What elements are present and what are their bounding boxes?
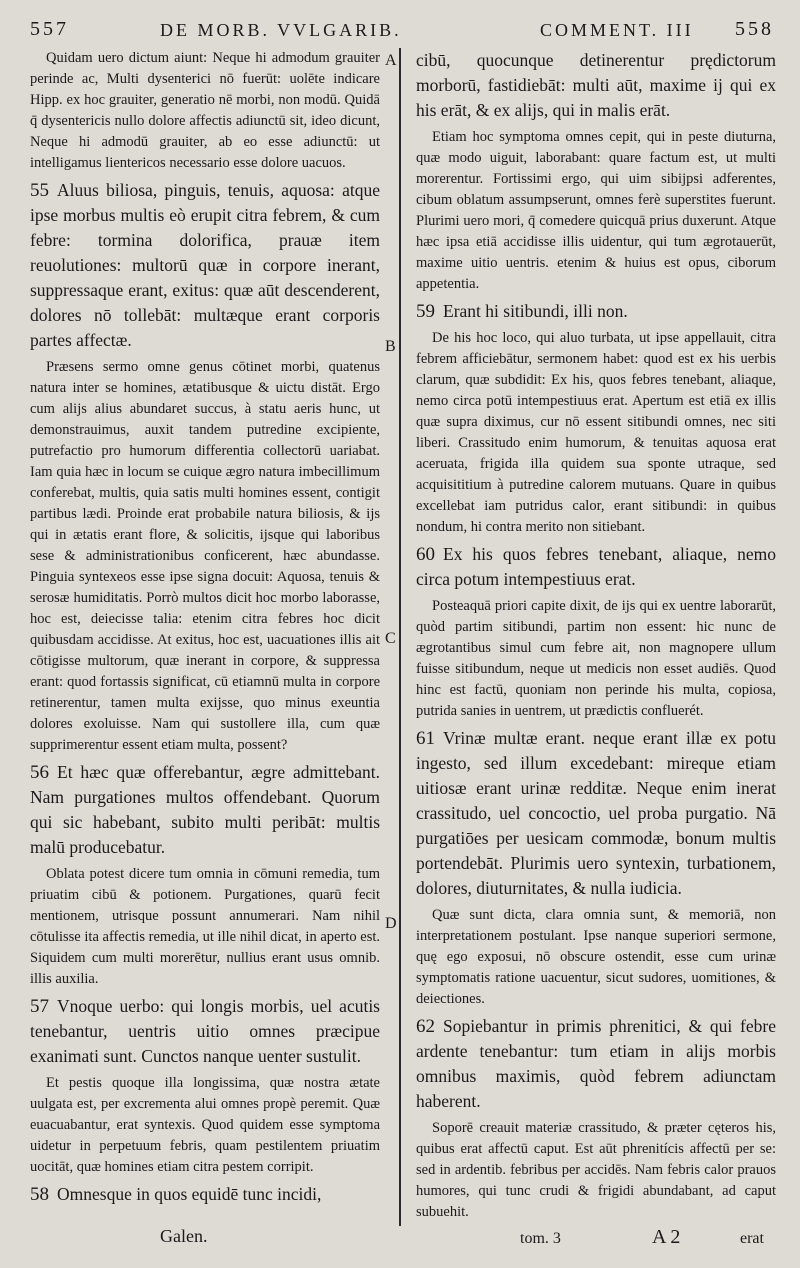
paragraph-text: Et hæc quæ offerebantur, ægre admittebant. Nam purgationes multos offendebant. Quorum qui sic habebant, subito multi peribāt: multis malū producebatur. [30, 762, 380, 857]
paragraph-text: Sopiebantur in primis phrenitici, & qui febre ardente tenebantur: tum etiam in alijs morbis omnibus maximis, quòd febrem adiunctam haberent. [416, 1016, 776, 1111]
commentary-paragraph [416, 596, 776, 722]
paragraph-text: Omnesque in quos equidē tunc incidi, [57, 1184, 322, 1204]
paragraph-number: 60 [416, 544, 435, 565]
paragraph-text: Erant hi sitibundi, illi non. [443, 301, 628, 321]
paragraph-number: 59 [416, 301, 435, 322]
commentary-paragraph [416, 905, 776, 1010]
running-title-left: DE MORB. VVLGARIB. [160, 20, 402, 40]
margin-marker-d: D [385, 915, 397, 932]
numbered-paragraph [30, 178, 380, 353]
paragraph-text: cibū, quocunque detinerentur prędictorum morborū, fastidiebāt: multi aūt, maxime ij qui ex his erāt, & ex alijs, qui in malis erāt. [416, 50, 776, 120]
paragraph-text: Et pestis quoque illa longissima, quæ nostra ætate uulgata est, per excrementa alui omnes propè peremit. Quæ euacuabantur, erat syntexis. Quod quidem esse symptoma uidetur in perpetuum febris, quam pestilentem priuatim uocitāt, quæ homines etiam citra pestem corripit. [30, 1075, 380, 1175]
right-column [416, 48, 776, 1228]
numbered-paragraph [416, 726, 776, 901]
paragraph-text: Ex his quos febres tenebant, aliaque, nemo circa potum intempestiuus erat. [416, 544, 776, 589]
commentary-paragraph [30, 357, 380, 756]
paragraph-text: Quæ sunt dicta, clara omnia sunt, & memoriā, non interpretationem postulant. Ipse nanque superiori sermone, quę ego exposui, nō obscure ostendit, esse cum urinæ symptomatis ratione uacuentur, sicut sudores, uomitiones, & deiectiones. [416, 907, 776, 1007]
paragraph-text: Vrinæ multæ erant. neque erant illæ ex potu ingesto, sed illum excedebant: mireque etiam uitiosæ erant urinæ redditæ. Neque enim inerat crassitudo, uel concoctio, uel proba purgatio. Nā purgatiōes per uesicam commodæ, bonum multis portendebāt. Plurimis uero syntexin, turbationem, dolores, diuturnitates, & nulla iudicia. [416, 728, 776, 898]
paragraph-text: Aluus biliosa, pinguis, tenuis, aquosa: atque ipse morbus multis eò erupit citra febrem, & cum febre: tormina dolorifica, prauæ item reuolutiones: multorū quæ in corpore inerant, suppressaque erant, exitus: quæ aūt descenderent, dolores nō tollebāt: multæque erant corporis partes affectæ. [30, 180, 380, 350]
running-header [0, 18, 800, 44]
paragraph-text: Soporē creauit materiæ crassitudo, & præter cęteros his, quibus erat affectū caput. Est aūt phrenitícis affectū per se: sed in ardentib. febribus per accidēs. Nam febris calor prauos humores, qui tunc crudi & frigidi abundabant, ad caput subuehit. [416, 1120, 776, 1220]
footer-signature: A 2 [652, 1226, 681, 1248]
paragraph-text: Posteaquā priori capite dixit, de ijs qui ex uentre laborarūt, quòd partim sitibundi, partim non essent: hic nunc de ægrotantibus simul cum febre ait, non magnopere ullum fuisse sitibundum, neque ut medicis non esset audiēs. Quod hinc est factū, quoniam non perinde his multa, copiosa, putrida sanies in uentrem, ut prædictis confluerét. [416, 598, 776, 719]
paragraph-text: Oblata potest dicere tum omnia in cōmuni remedia, tum priuatim cibū & potionem. Purgationes, quarū fecit mentionem, utrisque possunt annumerari. Nam nihil cōtulisse ita affectis remedia, ut ille nihil dicat, in aperto est. Siquidem cum multi morerētur, nullius erant usus omnib. illis auxilia. [30, 866, 380, 987]
paragraph-number: 55 [30, 180, 49, 201]
paragraph-number: 58 [30, 1184, 49, 1205]
paragraph-number: 56 [30, 762, 49, 783]
footer-volume: tom. 3 [520, 1230, 561, 1247]
margin-marker-a: A [385, 52, 397, 69]
commentary-paragraph [416, 1118, 776, 1223]
left-column [30, 48, 380, 1228]
numbered-paragraph [416, 299, 776, 324]
commentary-paragraph [416, 328, 776, 538]
running-title-right: COMMENT. III [540, 20, 694, 40]
paragraph-number: 57 [30, 996, 49, 1017]
commentary-paragraph [416, 127, 776, 295]
paragraph-number: 62 [416, 1016, 435, 1037]
numbered-paragraph [30, 1182, 380, 1207]
paragraph-text: Præsens sermo omne genus cōtinet morbi, quatenus natura inter se homines, ætatibusque & uictu distāt. Ergo cum alijs alius abundaret succus, à statu aeris hunc, ut demonstrauimus, auxit tandem putredine excipiente, putrefactio pro humorum differentia collectorū uariabat. Iam quia hæc in locum se cuique ægro natura imbecillimum conferebat, multis, quia satis multi homines essent, contigit partibus lædi. Proinde erat probabile natura biliosis, & ijs qui in ætatis erant flore, & solicitis, ijsque qui laboribus sese & administrationibus conficerent, hæc abundasse. Pinguia syntexeos esse ipse signa docuit: Aquosa, tenuis & serosæ humiditatis. Porrò multos dicit hoc morbo laborasse, hoc est, deiecisse talia: etenim citra febres hoc dicit quibusdam accidisse. At exitus, hoc est, uacuationes illis ait cōtigisse multorum, quæ inerant in corpore, & suppressa erant: quod fortassis significat, cū etiamnū multa in corpore retinerentur, tamen multa exijsse, quo minus exeuntia dolores exoluisse. Nam qui sustollere illa, cum quæ supprimerentur essent etiam multa, possent? [30, 359, 380, 753]
numbered-paragraph [416, 1014, 776, 1114]
commentary-paragraph [30, 48, 380, 174]
paragraph-text: Vnoque uerbo: qui longis morbis, uel acutis tenebantur, uentris uitio omnes præcipue exanimati sunt. Cunctos nanque uenter sustulit. [30, 996, 380, 1066]
margin-marker-b: B [385, 338, 396, 355]
column-divider [399, 48, 401, 1226]
numbered-paragraph [30, 994, 380, 1069]
commentary-paragraph [30, 1073, 380, 1178]
page-footer [0, 1226, 800, 1256]
paragraph-text: De his hoc loco, qui aluo turbata, ut ipse appellauit, citra febrem afficiebātur, sermonem habet: quod est ex his uerbis clarum, quæ subdidit: Ex his, quos febres tenebant, aliaque, nemo circa potū intempestiuus erat. Apertum est etiā ex illis quæ supra diximus, cur nō essent sitibundi omnes, nec siti liberi. Crassitudo enim humorum, & tenuitas aquosa erat aceruata, frigida illa quidem sua sponte utraque, sed acquisititium à putredine calorem mutuans. Quare in quibus excellebat iam putridus calor, erant sitibundi: in quibus nondum, hi contra merito non sitiebant. [416, 330, 776, 535]
page-number-right: 558 [735, 18, 774, 40]
commentary-paragraph [30, 864, 380, 990]
paragraph-text: Quidam uero dictum aiunt: Neque hi admodum grauiter perinde ac, Multi dysenterici nō fuerūt: uolēte indicare Hipp. ex hoc grauiter, generatio nē morbi, non modū. Quidā q̄ dysentericis nullo dolore affectis adiunctū sit, ideo dicunt, Neque hi admodū grauiter, ab eo esse adiunctū: ut intelligamus lientericos necessario esse dolore uacuos. [30, 50, 380, 171]
numbered-paragraph [30, 760, 380, 860]
footer-author: Galen. [160, 1226, 208, 1246]
footer-catchword: erat [740, 1230, 764, 1247]
margin-marker-c: C [385, 630, 396, 647]
paragraph-text: Etiam hoc symptoma omnes cepit, qui in peste diuturna, quæ modo uiguit, laborabant: quare factum est, ut multi morerentur. Fortissimi ergo, qui uim sibijpsi adferentes, cibum oblatum assumpserunt, omnes ferè superstites fuerunt. Plurimi uero mori, q̄ comedere quicquā prius duxerunt. Atque hæc ipsa etiā accidisse illis uidentur, qui tum ægrotauerūt, maxime uitio uentris. etenim & huius est opus, ciborum appetentia. [416, 129, 776, 292]
paragraph-number: 61 [416, 728, 435, 749]
text-paragraph [416, 48, 776, 123]
numbered-paragraph [416, 542, 776, 592]
page-number-left: 557 [30, 18, 69, 40]
